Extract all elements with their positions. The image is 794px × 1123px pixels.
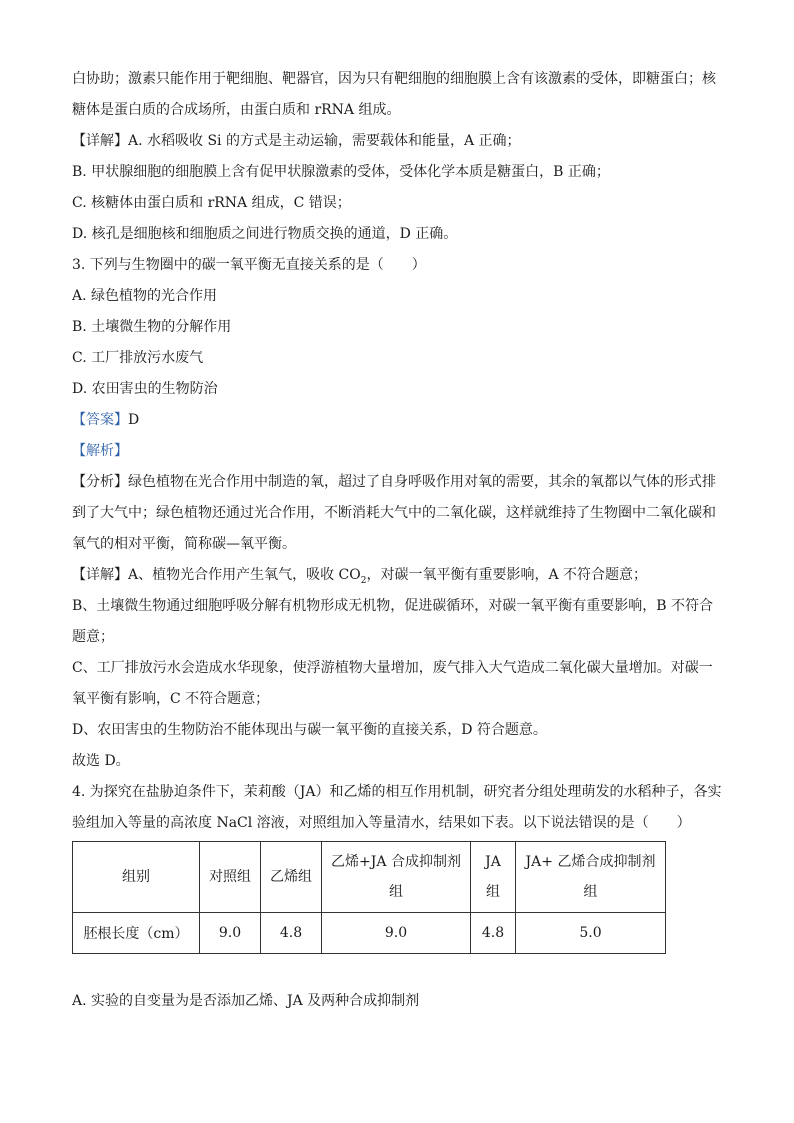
intro-block (72, 64, 724, 250)
text-line: 糖体是蛋白质的合成场所，由蛋白质和 rRNA 组成。 (72, 102, 401, 118)
detail-a-subscript: 2 (360, 575, 367, 586)
answer-line (72, 405, 724, 436)
text-line: 白协助；激素只能作用于靶细胞、靶器官，因为只有靶细胞的细胞膜上含有该激素的受体，即糖蛋白；核 (72, 71, 716, 87)
document-page (72, 64, 724, 1017)
detail-line: 故选 D。 (72, 753, 130, 769)
question-stem: 4. 为探究在盐胁迫条件下，茉莉酸（JA）和乙烯的相互作用机制，研究者分组处理萌发的水稻种子，各实 (72, 784, 722, 800)
question-stem: 3. 下列与生物圈中的碳一氧平衡无直接关系的是（ ） (72, 257, 426, 273)
detail-line: D、农田害虫的生物防治不能体现出与碳一氧平衡的直接关系，D 符合题意。 (72, 722, 547, 738)
header-cell: 乙烯组 (261, 842, 322, 913)
detail-line: B、土壤微生物通过细胞呼吸分解有机物形成无机物，促进碳循环，对碳一氧平衡有重要影响，B 不符合 (72, 598, 714, 614)
table-cell: 9.0 (322, 913, 471, 954)
table-row (73, 913, 666, 954)
answer-value: D (128, 412, 140, 428)
text-line: D. 核孔是细胞核和细胞质之间进行物质交换的通道，D 正确。 (72, 226, 458, 242)
detail-line: 氧平衡有影响，C 不符合题意； (72, 691, 270, 707)
analysis-line: 到了大气中；绿色植物还通过光合作用，不断消耗大气中的二氧化碳，这样就维持了生物圈中二氧化碳和 (72, 505, 716, 521)
table-header-row (73, 842, 666, 913)
question-stem: 验组加入等量的高浓度 NaCl 溶液，对照组加入等量清水，结果如下表。以下说法错误的是（ ） (72, 815, 691, 831)
question-3 (72, 250, 724, 777)
header-cell: JA 组 (471, 842, 516, 913)
text-line: C. 核糖体由蛋白质和 rRNA 组成，C 错误； (72, 195, 351, 211)
table-cell: 4.8 (471, 913, 516, 954)
table-cell: 9.0 (200, 913, 261, 954)
table-cell: 4.8 (261, 913, 322, 954)
analysis-line: 氧气的相对平衡，简称碳—氧平衡。 (72, 536, 296, 552)
header-cell: 对照组 (200, 842, 261, 913)
option-b: B. 土壤微生物的分解作用 (72, 319, 232, 335)
detail-line: C、工厂排放污水会造成水华现象，使浮游植物大量增加，废气排入大气造成二氧化碳大量增加。对碳一 (72, 660, 713, 676)
option-d: D. 农田害虫的生物防治 (72, 381, 218, 397)
analysis-tag: 【解析】 (72, 443, 128, 459)
text-line: 【详解】A. 水稻吸收 Si 的方式是主动运输，需要载体和能量，A 正确； (72, 133, 521, 149)
option-a: A. 绿色植物的光合作用 (72, 288, 218, 304)
table-cell: 5.0 (516, 913, 666, 954)
question-4 (72, 777, 724, 1017)
answer-tag: 【答案】 (72, 412, 128, 428)
analysis-line: 【分析】绿色植物在光合作用中制造的氧，超过了自身呼吸作用对氧的需要，其余的氧都以气体的形式排 (72, 474, 716, 490)
option-a: A. 实验的自变量为是否添加乙烯、JA 及两种合成抑制剂 (72, 993, 420, 1009)
detail-a-suffix: ，对碳一氧平衡有重要影响，A 不符合题意； (366, 567, 648, 583)
detail-a-prefix: 【详解】A、植物光合作用产生氧气，吸收 CO (72, 567, 361, 583)
header-cell: 乙烯+JA 合成抑制剂 组 (322, 842, 471, 913)
header-cell: JA+ 乙烯合成抑制剂组 (516, 842, 666, 913)
row-label: 胚根长度（cm） (73, 913, 200, 954)
detail-line: 题意； (72, 629, 114, 645)
text-line: B. 甲状腺细胞的细胞膜上含有促甲状腺激素的受体，受体化学本质是糖蛋白，B 正确； (72, 164, 610, 180)
detail-line-a (72, 560, 724, 591)
results-table (72, 841, 666, 954)
header-cell: 组别 (73, 842, 200, 913)
option-c: C. 工厂排放污水废气 (72, 350, 204, 366)
